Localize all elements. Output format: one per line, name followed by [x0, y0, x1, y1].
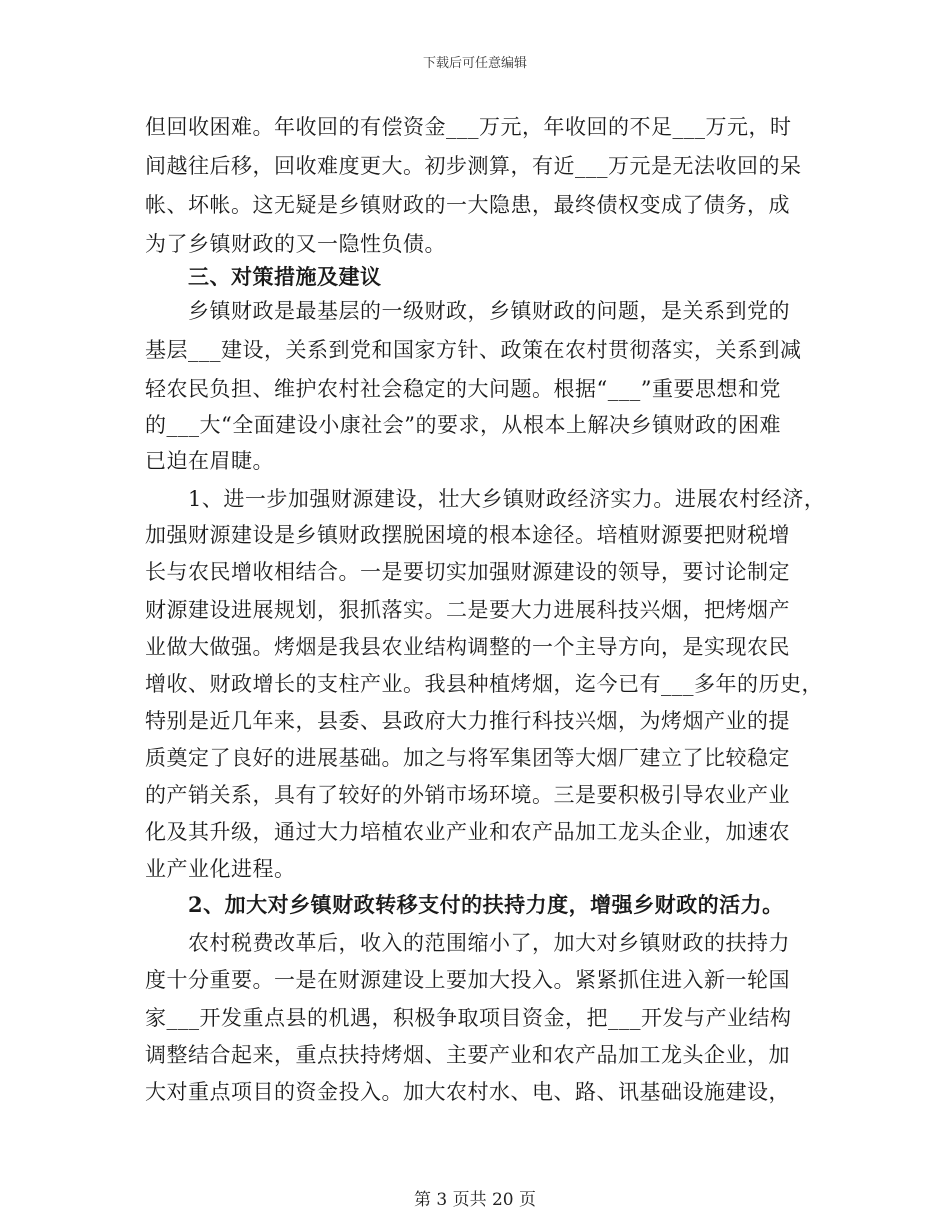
body-line: 已迫在眉睫。	[145, 449, 274, 473]
body-line: 为了乡镇财政的又一隐性负债。	[145, 232, 446, 256]
body-line: 基层___建设，关系到党和国家方针、政策在农村贯彻落实，关系到减	[145, 338, 802, 362]
body-line: 加强财源建设是乡镇财政摆脱困境的根本途径。培植财源要把财税增	[145, 523, 790, 547]
page-footer: 第 3 页共 20 页	[413, 1190, 537, 1210]
section-heading: 三、对策措施及建议	[188, 264, 382, 289]
body-line: 1、进一步加强财源建设，壮大乡镇财政经济实力。进展农村经济，	[188, 487, 826, 511]
body-line: 但回收困难。年收回的有偿资金___万元，年收回的不足___万元，时	[145, 115, 792, 139]
body-line: 度十分重要。一是在财源建设上要加大投入。紧紧抓住进入新一轮国	[145, 968, 790, 992]
body-line: 财源建设进展规划，狠抓落实。二是要大力进展科技兴烟，把烤烟产	[145, 598, 790, 622]
body-line: 特别是近几年来，县委、县政府大力推行科技兴烟，为烤烟产业的提	[145, 709, 790, 733]
body-line: 的产销关系，具有了较好的外销市场环境。三是要积极引导农业产业	[145, 783, 790, 807]
body-line: 业做大做强。烤烟是我县农业结构调整的一个主导方向，是实现农民	[145, 635, 790, 659]
body-line: 农村税费改革后，收入的范围缩小了，加大对乡镇财政的扶持力	[188, 931, 790, 955]
body-line: 质奠定了良好的进展基础。加之与将军集团等大烟厂建立了比较稳定	[145, 746, 790, 770]
body-line: 帐、坏帐。这无疑是乡镇财政的一大隐患，最终债权变成了债务，成	[145, 193, 790, 217]
body-line: 家___开发重点县的机遇，积极争取项目资金，把___开发与产业结构	[145, 1006, 792, 1030]
body-line: 长与农民增收相结合。一是要切实加强财源建设的领导，要讨论制定	[145, 560, 790, 584]
page-header: 下载后可任意编辑	[422, 56, 527, 71]
body-line: 乡镇财政是最基层的一级财政，乡镇财政的问题，是关系到党的	[188, 299, 790, 323]
section-heading: 2、加大对乡镇财政转移支付的扶持力度，增强乡财政的活力。	[188, 892, 784, 917]
body-line: 的___大“全面建设小康社会”的要求，从根本上解决乡镇财政的困难	[145, 413, 781, 437]
body-line: 化及其升级，通过大力培植农业产业和农产品加工龙头企业，加速农	[145, 820, 790, 844]
body-line: 增收、财政增长的支柱产业。我县种植烤烟，迄今已有___多年的历史，	[145, 672, 823, 696]
body-line: 业产业化进程。	[145, 857, 296, 881]
body-line: 大对重点项目的资金投入。加大农村水、电、路、讯基础设施建设，	[145, 1080, 790, 1104]
body-line: 间越往后移，回收难度更大。初步测算，有近___万元是无法收回的呆	[145, 154, 802, 178]
body-line: 轻农民负担、维护农村社会稳定的大问题。根据“___”重要思想和党	[145, 377, 781, 401]
body-line: 调整结合起来，重点扶持烤烟、主要产业和农产品加工龙头企业，加	[145, 1043, 790, 1067]
